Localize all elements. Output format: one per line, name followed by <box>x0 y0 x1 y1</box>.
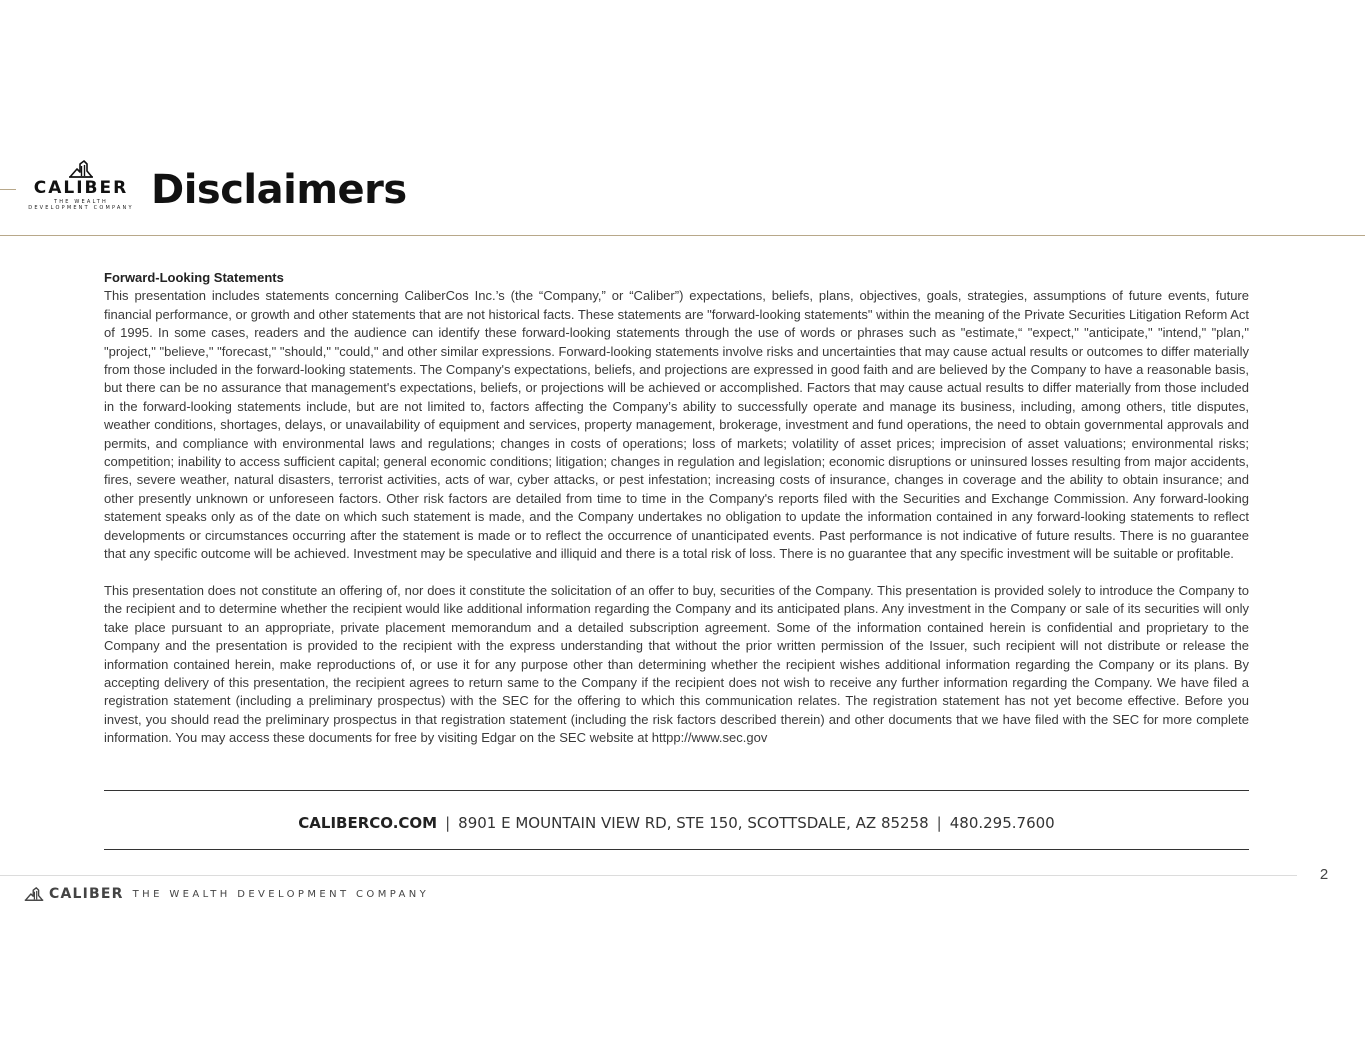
footer-brand-word: CALIBER <box>49 886 124 902</box>
forward-looking-paragraph: This presentation includes statements concerning CaliberCos Inc.’s (the “Company,” or “Caliber”) expectations, beliefs, plans, objectives, goals, strategies, assumptions of future events, future financial performance, or growth and other statements that are not historical facts. These statements are "forward-looking statements" within the meaning of the Private Securities Litigation Reform Act of 1995. In some cases, readers and the audience can identify these forward-looking statements through the use of words or phrases such as "estimate,“ "expect," "anticipate," "intend," "plan," "project," "believe," "forecast," "should," "could," and other similar expressions. Forward-looking statements involve risks and uncertainties that may cause actual results or outcomes to differ materially from those included in the forward-looking statements. The Company's expectations, beliefs, and projections are expressed in good faith and are believed by the Company to have a reasonable basis, but there can be no assurance that management's expectations, beliefs, or projections will be achieved or accomplished. Factors that may cause actual results to differ materially from those included in the forward-looking statements include, but are not limited to, factors affecting the Company’s ability to successfully operate and manage its business, including, among others, title disputes, weather conditions, shortages, delays, or unavailability of equipment and services, property management, brokerage, investment and fund operations, the need to obtain governmental approvals and permits, and compliance with environmental laws and regulations; changes in costs of operations; loss of markets; volatility of asset prices; imprecision of asset valuations; environmental risks; competition; inability to access sufficient capital; general economic conditions; litigation; changes in regulation and legislation; economic disruptions or uninsured losses resulting from major accidents, fires, severe weather, natural disasters, terrorist activities, acts of war, cyber attacks, or pest infestation; increasing costs of insurance, changes in coverage and the ability to obtain insurance; and other presently unknown or unforeseen factors. Other risk factors are detailed from time to time in the Company's reports filed with the Securities and Exchange Commission. Any forward-looking statement speaks only as of the date on which such statement is made, and the Company undertakes no obligation to update the information contained in any forward-looking statements to reflect developments or circumstances occurring after the statement is made or to reflect the occurrence of unanticipated events. Past performance is not indicative of future results. There is no guarantee that any specific outcome will be achieved. Investment may be speculative and illiquid and there is a total risk of loss. There is no guarantee that any specific investment will be suitable or profitable. <box>104 288 1249 562</box>
footer-brand-tagline: THE WEALTH DEVELOPMENT COMPANY <box>132 888 430 900</box>
footer-brand <box>24 884 429 904</box>
contact-bottom-divider <box>104 849 1249 850</box>
logo-tagline: THE WEALTH DEVELOPMENT COMPANY <box>28 199 134 211</box>
contact-line <box>104 812 1249 834</box>
section-heading: Forward-Looking Statements <box>104 270 284 285</box>
website-link[interactable]: CALIBERCO.COM <box>298 814 438 832</box>
contact-separator: | <box>445 814 451 832</box>
phone-number: 480.295.7600 <box>949 814 1055 832</box>
accent-tick <box>0 189 16 190</box>
building-logo-icon <box>68 160 94 178</box>
contact-separator: | <box>936 814 942 832</box>
caliber-logo <box>22 160 140 220</box>
logo-wordmark: CALIBER <box>33 178 129 198</box>
page-footer-divider <box>0 875 1297 876</box>
address-text: 8901 E MOUNTAIN VIEW RD, STE 150, SCOTTSDALE, AZ 85258 <box>458 814 929 832</box>
page-number: 2 <box>1319 866 1329 883</box>
building-logo-icon <box>24 887 44 901</box>
offering-paragraph: This presentation does not constitute an offering of, nor does it constitute the solicitation of an offer to buy, securities of the Company. This presentation is provided solely to introduce the Company to the recipient and to determine whether the recipient would like additional information regarding the Company and its anticipated plans. Any investment in the Company or sale of its securities will only take place pursuant to an appropriate, private placement memorandum and a detailed subscription agreement. Some of the information contained herein is confidential and proprietary to the Company and the presentation is provided to the recipient with the express understanding that without the prior written permission of the Issuer, such recipient will not distribute or release the information contained herein, make reproductions of, or use it for any purpose other than determining whether the recipient wishes additional information regarding the Company or its plans. By accepting delivery of this presentation, the recipient agrees to return same to the Company if the recipient does not wish to receive any further information regarding the Company. We have filed a registration statement (including a preliminary prospectus) with the SEC for the offering to which this communication relates. The registration statement has not yet become effective. Before you invest, you should read the preliminary prospectus in that registration statement (including the risk factors described therein) and other documents that we have filed with the SEC for more complete information. You may access these documents for free by visiting Edgar on the SEC website at httpp://www.sec.gov <box>104 582 1249 746</box>
contact-top-divider <box>104 790 1249 791</box>
disclaimer-body <box>104 269 1249 748</box>
header-divider <box>0 235 1365 236</box>
page-title: Disclaimers <box>151 167 407 213</box>
